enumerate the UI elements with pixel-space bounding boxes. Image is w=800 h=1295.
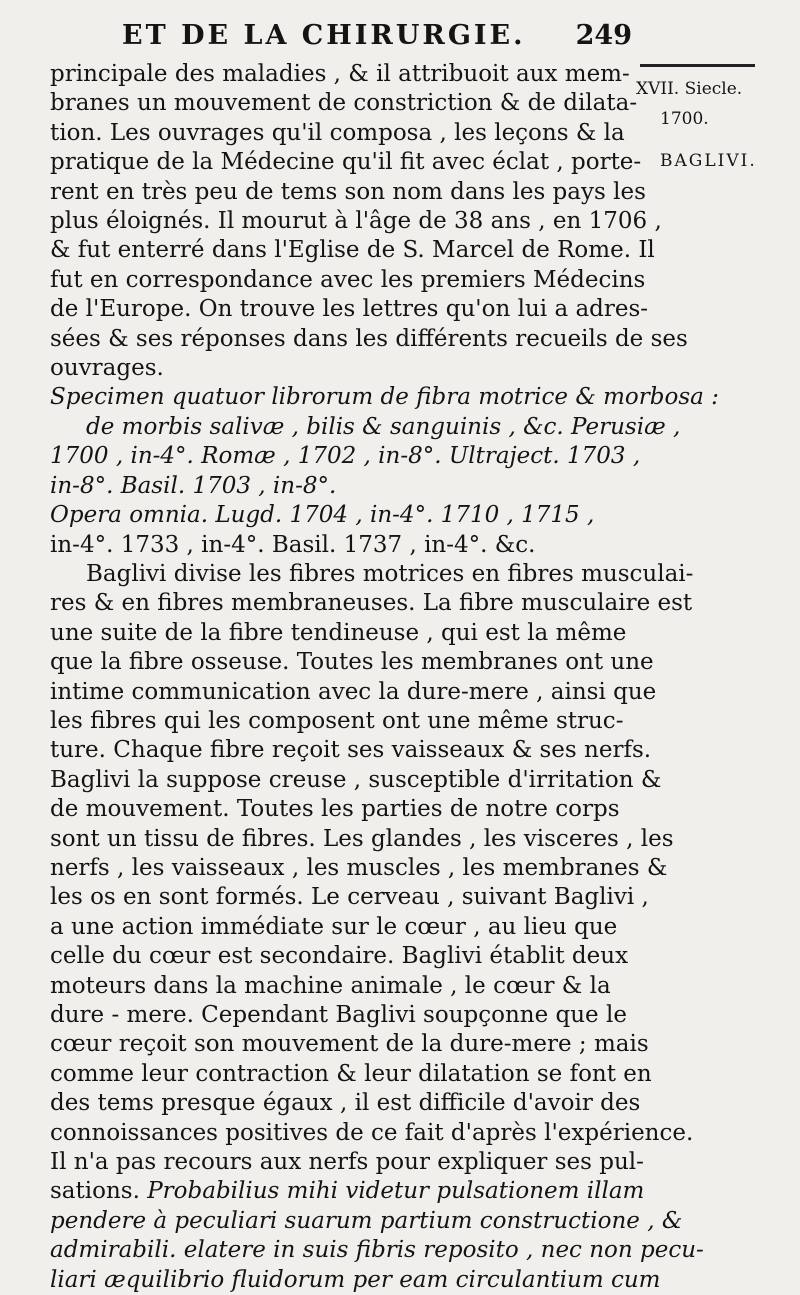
text-line: que la fibre osseuse. Toutes les membranes ont une bbox=[50, 649, 654, 676]
text-line: sont un tissu de fibres. Les glandes , les visceres , les bbox=[50, 825, 674, 852]
running-header bbox=[112, 16, 632, 56]
header-title: ET DE LA CHIRURGIE. bbox=[122, 20, 526, 51]
text-line: res & en fibres membraneuses. La fibre musculaire est bbox=[50, 590, 693, 617]
text-line: les fibres qui les composent ont une même struc- bbox=[50, 707, 624, 734]
text-line: 1700 , in-4°. Romæ , 1702 , in-8°. Ultraject. 1703 , bbox=[50, 443, 641, 470]
text-line: de morbis salivæ , bilis & sanguinis , &c. Perusiæ , bbox=[86, 413, 681, 440]
text-line: cœur reçoit son mouvement de la dure-mere ; mais bbox=[50, 1031, 649, 1058]
text-line: comme leur contraction & leur dilatation se font en bbox=[50, 1060, 652, 1087]
text-line: celle du cœur est secondaire. Baglivi établit deux bbox=[50, 943, 629, 970]
text-line: une suite de la fibre tendineuse , qui est la même bbox=[50, 619, 627, 646]
text-line: Opera omnia. Lugd. 1704 , in-4°. 1710 , 1715 , bbox=[50, 502, 595, 529]
text-line: branes un mouvement de constriction & de dilata- bbox=[50, 90, 638, 117]
text-line: a une action immédiate sur le cœur , au lieu que bbox=[50, 913, 618, 940]
text-line: des tems presque égaux , il est difficile d'avoir des bbox=[50, 1090, 641, 1117]
text-line: rent en très peu de tems son nom dans les pays les bbox=[50, 178, 646, 205]
text-line: pendere à peculiari suarum partium constructione , & bbox=[50, 1207, 683, 1234]
text-line: intime communication avec la dure-mere , ainsi que bbox=[50, 678, 657, 705]
text-line: de mouvement. Toutes les parties de notre corps bbox=[50, 796, 620, 823]
margin-note-name: BAGLIVI. bbox=[660, 151, 757, 171]
page-number: 249 bbox=[575, 20, 632, 51]
text-line: Il n'a pas recours aux nerfs pour expliquer ses pul- bbox=[50, 1149, 644, 1176]
text-line: Specimen quatuor librorum de fibra motrice & morbosa : bbox=[50, 384, 719, 411]
text-line: principale des maladies , & il attribuoit aux mem- bbox=[50, 61, 630, 87]
paragraph-doctrine bbox=[50, 560, 704, 1295]
text-line: plus éloignés. Il mourut à l'âge de 38 ans , en 1706 , bbox=[50, 208, 662, 235]
text-line: ture. Chaque fibre reçoit ses vaisseaux & ses nerfs. bbox=[50, 737, 652, 764]
text-line: Baglivi la suppose creuse , susceptible d'irritation & bbox=[50, 766, 662, 793]
text-line: de l'Europe. On trouve les lettres qu'on lui a adres- bbox=[50, 296, 649, 323]
margin-note-century: XVII. Siecle. bbox=[636, 79, 743, 99]
text-line: les os en sont formés. Le cerveau , suivant Baglivi , bbox=[50, 884, 649, 911]
text-line: connoissances positives de ce fait d'après l'expérience. bbox=[50, 1119, 694, 1146]
text-line: liari æquilibrio fluidorum per eam circulantium cum bbox=[50, 1266, 661, 1293]
text-line: sées & ses réponses dans les différents recueils de ses bbox=[50, 325, 688, 352]
text-line: Baglivi divise les fibres motrices en fibres musculai- bbox=[86, 560, 694, 587]
text-line: pratique de la Médecine qu'il fit avec éclat , porte- bbox=[50, 149, 642, 176]
margin-note-year: 1700. bbox=[660, 109, 709, 129]
text-line: dure - mere. Cependant Baglivi soupçonne que le bbox=[50, 1002, 627, 1028]
paragraph-bibliography-opera bbox=[50, 501, 635, 560]
margin-rule bbox=[640, 64, 755, 67]
text-line: fut en correspondance avec les premiers Médecins bbox=[50, 266, 646, 293]
text-run: sations. bbox=[50, 1178, 140, 1205]
text-line: tion. Les ouvrages qu'il composa , les leçons & la bbox=[50, 119, 625, 146]
text-line: ouvrages. bbox=[50, 355, 164, 382]
text-line: nerfs , les vaisseaux , les muscles , les membranes & bbox=[50, 854, 668, 881]
paragraph-bibliography-specimen bbox=[50, 383, 719, 501]
text-line: moteurs dans la machine animale , le cœur & la bbox=[50, 972, 611, 999]
text-line: & fut enterré dans l'Eglise de S. Marcel de Rome. Il bbox=[50, 237, 655, 264]
text-line: in-8°. Basil. 1703 , in-8°. bbox=[50, 472, 337, 499]
text-line: in-4°. 1733 , in-4°. Basil. 1737 , in-4°. &c. bbox=[50, 531, 536, 558]
italic-quote-start: Probabilius mihi videtur pulsationem illam bbox=[147, 1178, 645, 1205]
text-line bbox=[50, 1177, 645, 1206]
text-line: admirabili. elatere in suis fibris reposito , nec non pecu- bbox=[50, 1237, 704, 1264]
